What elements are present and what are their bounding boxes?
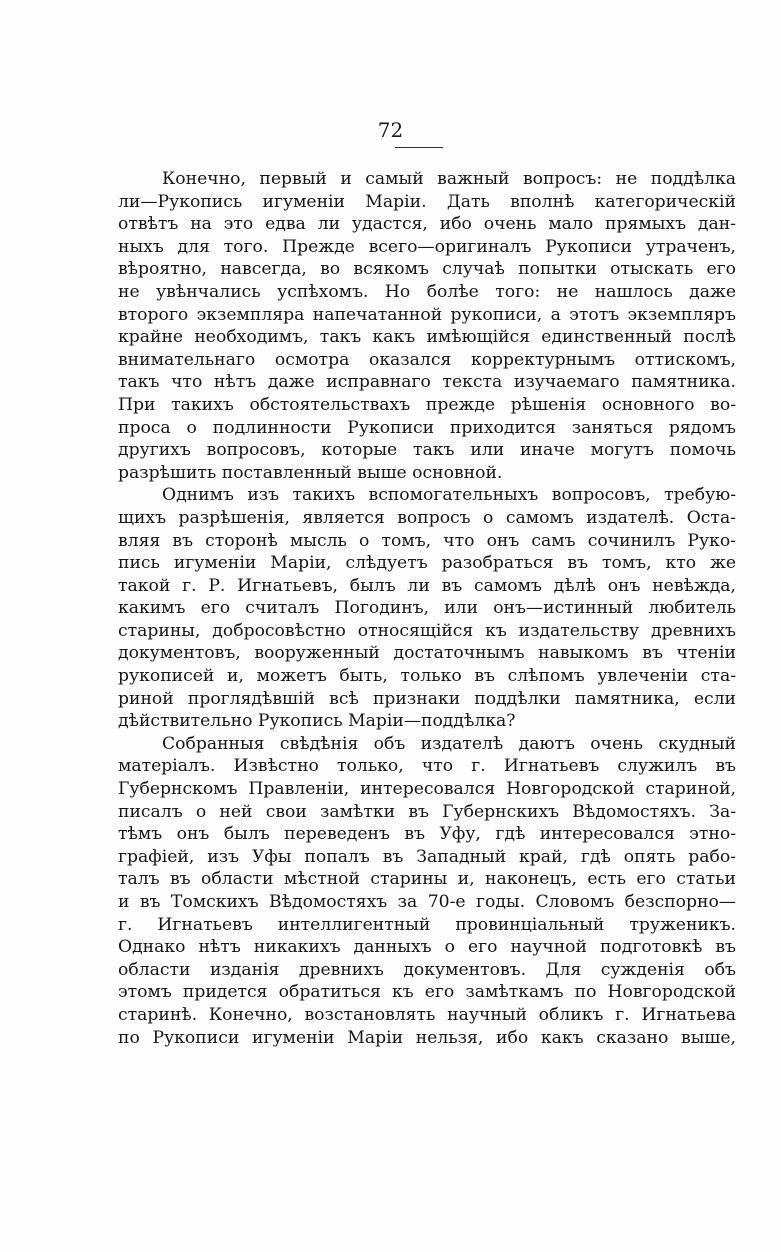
text-line: вляя въ сторонѣ мысль о томъ, что онъ самъ сочинилъ Руко- bbox=[118, 530, 736, 551]
text-line: щихъ разрѣшенія, является вопросъ о самомъ издателѣ. Оста- bbox=[118, 507, 736, 528]
text-line: области изданія древнихъ документовъ. Для сужденія объ bbox=[118, 959, 736, 980]
text-line: Однимъ изъ такихъ вспомогательныхъ вопросовъ, требую- bbox=[162, 485, 736, 506]
text-line: не увѣнчались успѣхомъ. Но болѣе того: не нашлось даже bbox=[118, 281, 736, 302]
text-line: дѣйствительно Рукопись Маріи—поддѣлка? bbox=[118, 711, 516, 732]
text-line: отвѣтъ на это едва ли удастся, ибо очень мало прямыхъ дан- bbox=[118, 214, 736, 235]
text-line: писалъ о ней свои замѣтки въ Губернскихъ Вѣдомостяхъ. За- bbox=[118, 801, 736, 822]
text-line: Губернскомъ Правленіи, интересовался Новгородской стариной, bbox=[118, 779, 736, 800]
text-line: талъ въ области мѣстной старины и, наконецъ, есть его статьи bbox=[118, 869, 736, 890]
text-line: внимательнаго осмотра оказался корректурнымъ оттискомъ, bbox=[118, 349, 736, 370]
text-line: второго экземпляра напечатанной рукописи, а этотъ экземпляръ bbox=[118, 304, 736, 325]
text-line: ли—Рукопись игуменіи Маріи. Дать вполнѣ категорическій bbox=[118, 191, 736, 212]
text-line: такой г. Р. Игнатьевъ, былъ ли въ самомъ дѣлѣ онъ невѣжда, bbox=[118, 575, 736, 596]
text-line: старины, добросовѣстно относящійся къ издательству древнихъ bbox=[118, 620, 736, 641]
text-line: документовъ, вооруженный достаточнымъ навыкомъ въ чтеніи bbox=[118, 643, 736, 664]
body-text bbox=[118, 168, 736, 1049]
text-line: старинѣ. Конечно, возстановлять научный обликъ г. Игнатьева bbox=[118, 1004, 736, 1025]
text-line: тѣмъ онъ былъ переведенъ въ Уфу, гдѣ интересовался этно- bbox=[118, 824, 736, 845]
text-line: крайне необходимъ, такъ какъ имѣющійся единственный послѣ bbox=[118, 327, 736, 348]
text-line: по Рукописи игуменіи Маріи нельзя, ибо какъ сказано выше, bbox=[118, 1027, 736, 1048]
text-line: разрѣшить поставленный выше основной. bbox=[118, 462, 503, 483]
text-line: какимъ его считалъ Погодинъ, или онъ—истинный любитель bbox=[118, 598, 736, 619]
text-line: матеріалъ. Извѣстно только, что г. Игнатьевъ служилъ въ bbox=[118, 756, 736, 777]
text-line: вѣроятно, навсегда, во всякомъ случаѣ попытки отыскать его bbox=[118, 259, 736, 280]
text-line: г. Игнатьевъ интеллигентный провинціальный труженикъ. bbox=[118, 914, 736, 935]
text-line: Собранныя свѣдѣнія объ издателѣ даютъ очень скудный bbox=[162, 733, 736, 754]
page-number-rule bbox=[395, 147, 443, 148]
text-line: Конечно, первый и самый важный вопросъ: не поддѣлка bbox=[162, 169, 736, 189]
text-line: такъ что нѣтъ даже исправнаго текста изучаемаго памятника. bbox=[118, 372, 736, 393]
text-line: графіей, изъ Уфы попалъ въ Западный край, гдѣ опять рабо- bbox=[118, 846, 736, 867]
text-line: Однако нѣтъ никакихъ данныхъ о его научной подготовкѣ въ bbox=[118, 937, 736, 958]
text-line: ныхъ для того. Прежде всего—оригиналъ Рукописи утраченъ, bbox=[118, 236, 736, 257]
text-line: пись игуменіи Маріи, слѣдуетъ разобраться въ томъ, кто же bbox=[118, 553, 736, 574]
text-line: этомъ придется обратиться къ его замѣткамъ по Новгородской bbox=[118, 982, 736, 1003]
text-line: рукописей и, можетъ быть, только въ слѣпомъ увлеченіи ста- bbox=[118, 666, 736, 687]
text-line: и въ Томскихъ Вѣдомостяхъ за 70-е годы. Словомъ безспорно— bbox=[118, 892, 736, 912]
text-line: проса о подлинности Рукописи приходится заняться рядомъ bbox=[118, 417, 736, 438]
text-line: При такихъ обстоятельствахъ прежде рѣшенія основного во- bbox=[118, 394, 736, 415]
text-line: другихъ вопросовъ, которые такъ или иначе могутъ помочь bbox=[118, 440, 736, 461]
text-line: риной проглядѣвшій всѣ признаки поддѣлки памятника, если bbox=[118, 688, 736, 709]
page-number: 72 bbox=[377, 118, 404, 142]
